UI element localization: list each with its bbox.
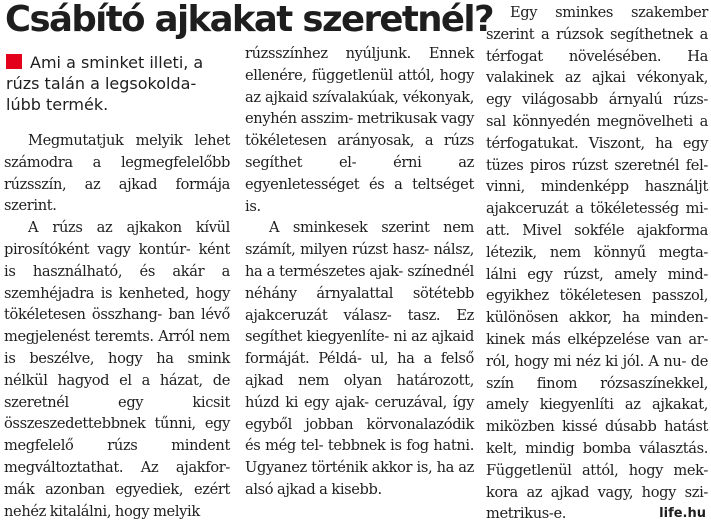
column-2-paragraph-2: A sminkesek szerint nem számít, milyen rúzst hasz- nálsz, ha a természetes ajak- színednél néhány árnyalattal sötétebb ajakceruzát válasz- tasz. Ez segíthet kiegyenlíte- ni az ajkaid formáját. Példá- ul, ha a felső ajkad nem olyan határozott, húzd ki egy ajak- ceruzával, így egyből jobban körvonalazódik és még tel- tebbnek is fog hatni. Ugyanez történik akkor is, ha az alsó ajkad a kisebb.: [245, 219, 474, 498]
article-headline: Csábító ajkakat szeretnél?: [5, 0, 493, 40]
article-column-2: [245, 43, 474, 501]
red-square-marker: [6, 54, 22, 69]
lead-paragraph: [6, 52, 234, 115]
article-column-3: [486, 2, 708, 525]
article-column-1: [4, 130, 230, 522]
column-1-paragraph-1: Megmutatjuk melyik lehet számodra a legmegfelelőbb rúzsszín, az ajkad formája szerint.: [4, 132, 230, 215]
column-2-paragraph-1: rúzsszínhez nyúljunk. Ennek ellenére, függetlenül attól, hogy az ajkaid szívalakúak, vékonyak, enyhén asszim- metrikusak vagy tökéletesen arányosak, a rúzs segíthet el- érni az egyenletességet és a teltséget is.: [245, 45, 474, 215]
column-3-paragraph-1: Egy sminkes szakember szerint a rúzsok segíthetnek a térfogat növelésében. Ha valakinek az ajkai vékonyak, egy világosabb árnyalú rúzs- sal könnyedén megnövelheti a térfogatukat. Viszont, ha egy tüzes piros rúzst szeretnél fel- vinni, mindenképp használjt ajakceruzát a tökéletesség mi- att. Mivel sokféle ajakforma létezik, nem könnyű megta- lálni egy rúzst, amely mind- egyikhez tökéletesen passzol, különösen akkor, ha minden- kinek más elképzelése van ar- ról, hogy mi néz ki jól. A nu- de szín finom rózsaszínekkel, amely kiegyenlíti az ajkakat, miközben kissé dúsabb hatást kelt, mindig bomba választás. Függetlenül attól, hogy mek- kora az ajkad vagy, hogy szi- metrikus-e.: [486, 4, 708, 523]
column-1-paragraph-2: A rúzs az ajkakon kívül pirosítóként vagy kontúr- ként is használható, és akár a szemhéjadra is kenheted, hogy tökéletesen összhang- ban lévő megjelenést teremts. Arról nem is beszélve, hogy ha smink nélkül hagyod el a házat, de szeretnél egy kicsit összeszedettebbnek tűnni, egy megfelelő rúzs mindent megváltoztathat. Az ajakfor- mák azonban egyediek, ezért nehéz kitalálni, hogy melyik: [4, 219, 230, 520]
lead-text: Ami a sminket illeti, a rúzs talán a legsokolda- lúbb termék.: [6, 53, 204, 114]
source-label: life.hu: [659, 506, 706, 521]
